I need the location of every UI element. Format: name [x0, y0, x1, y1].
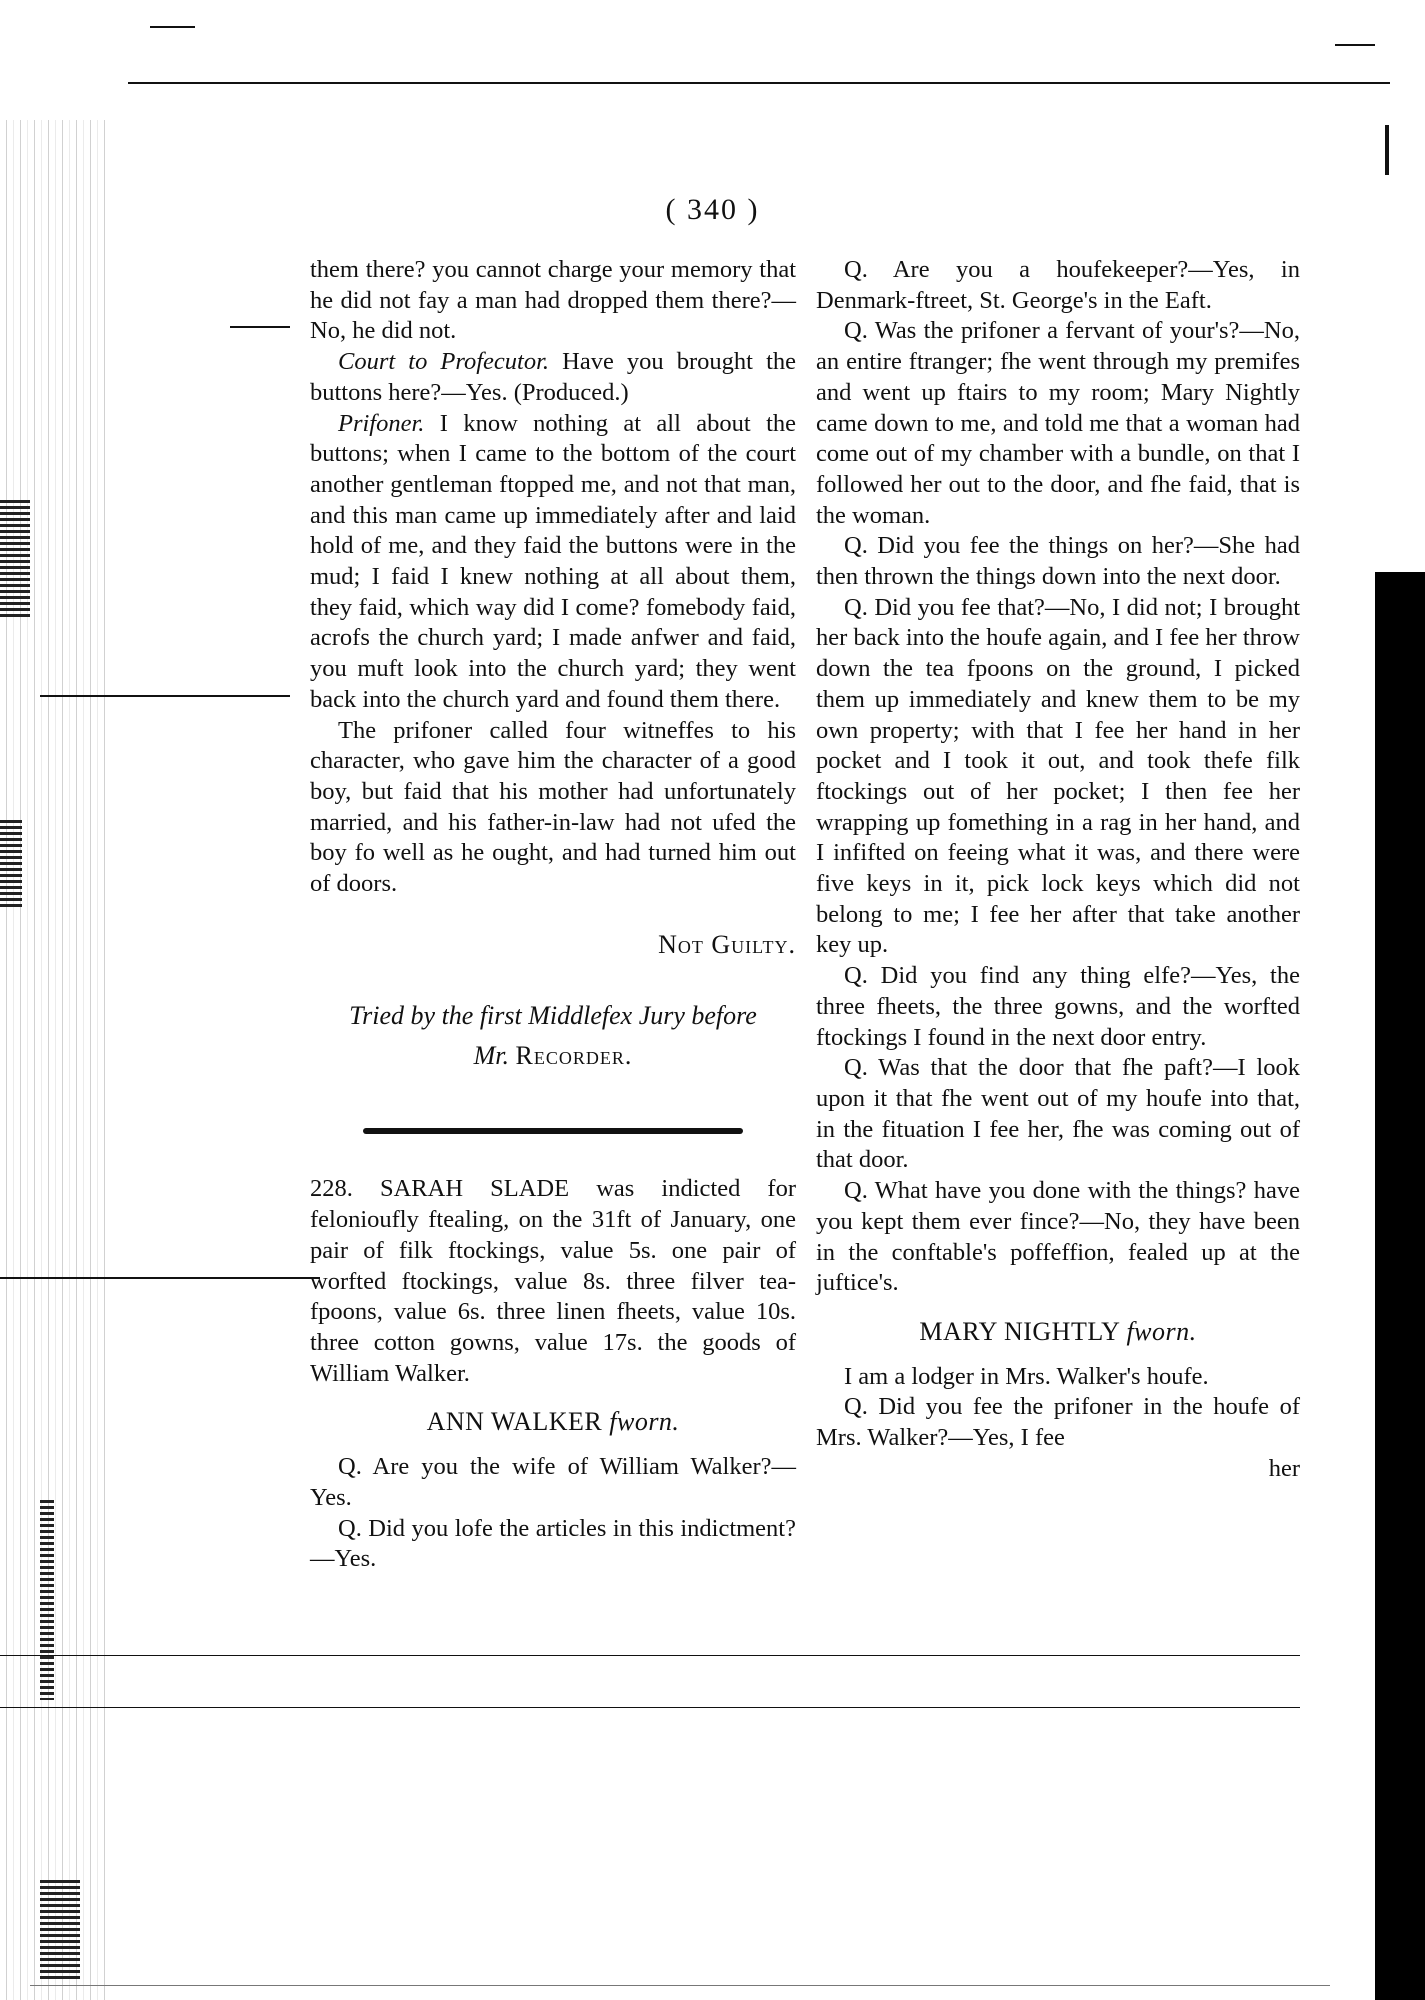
- scan-mark: [0, 1655, 1300, 1656]
- question: Q. Did you fee the prifoner in the houfe of Mrs. Walker?—Yes, I fee: [816, 1393, 1300, 1452]
- scan-mark: [1335, 44, 1375, 46]
- witness-heading: [816, 1317, 1300, 1348]
- scan-mark: [150, 26, 195, 28]
- scan-mark: [230, 326, 290, 328]
- question: Q. Are you a houfekeeper?—Yes, in Denmark-ftreet, St. George's in the Eaft.: [816, 256, 1300, 314]
- tried-recorder: Recorder.: [515, 1041, 633, 1071]
- question: Q. Did you find any thing elfe?—Yes, the three fheets, the three gowns, and the worfted ftockings I found in the next door entry.: [816, 962, 1300, 1051]
- question: Q. Was the prifoner a fervant of your's?—No, an entire ftranger; fhe went through my premifes and went up ftairs to my room; Mary Nightly came down to me, and told me that a woman had come out of my chamber with a bundle, on that I followed her out to the door, and fhe faid, that is the woman.: [816, 317, 1300, 529]
- question: Q. Did you fee that?—No, I did not; I brought her back into the houfe again, and I fee her throw down the tea fpoons on the ground, I picked them up immediately and knew them to be my own property; with that I fee her hand in her pocket and I took it out, and took thefe filk ftockings out of her pocket; I then fee her wrapping up fomething in a rag in her hand, and I infifted on feeing what it was, and there were five keys in it, pick lock keys which did not belong to me; I fee her after that take another key up.: [816, 593, 1300, 959]
- page-number: ( 340 ): [665, 193, 760, 226]
- scan-mark: [0, 1707, 1300, 1708]
- case-paragraph: 228. SARAH SLADE was indicted for felonioufly ftealing, on the 31ft of January, one pair of filk ftockings, value 5s. one pair of worfted ftockings, value 8s. three filver tea-fpoons, value 6s. three linen fheets, value 10s. three cotton gowns, value 17s. the goods of William Walker.: [310, 1175, 796, 1387]
- left-column: [310, 255, 796, 1575]
- speaker: Prifoner.: [338, 409, 425, 437]
- scan-edge-mark: [40, 1500, 54, 1700]
- section-divider: [363, 1128, 743, 1134]
- scan-edge-mark: [0, 500, 30, 620]
- scan-edge-mark: [40, 1880, 80, 1980]
- witness-name: MARY NIGHTLY: [919, 1316, 1120, 1346]
- top-scan-rule: [128, 82, 1390, 84]
- scan-edge-artifact: [0, 120, 110, 2000]
- paragraph-text: Have you brought the buttons here?—Yes. (Produced.): [310, 348, 796, 406]
- paragraph: them there? you cannot charge your memory that he did not fay a man had dropped them there?—No, he did not.: [310, 256, 796, 345]
- verdict: Not Guilty.: [658, 929, 796, 959]
- tried-title: Mr.: [473, 1041, 510, 1071]
- tried-line: Tried by the first Middlefex Jury before: [349, 1001, 757, 1031]
- scan-mark: [1385, 125, 1389, 175]
- catchword: her: [1268, 1454, 1300, 1482]
- paragraph: [310, 347, 796, 408]
- question: Q. Was that the door that fhe paft?—I look upon it that fhe went out of my houfe into that, in the fituation I fee her, fhe was coming out of that door.: [816, 1054, 1300, 1174]
- paragraph: [310, 409, 796, 716]
- paragraph: I am a lodger in Mrs. Walker's houfe.: [844, 1362, 1209, 1390]
- scan-mark: [30, 1985, 1330, 1986]
- question: Q. What have you done with the things? have you kept them ever fince?—No, they have been in the conftable's poffeffion, fealed up at the juftice's.: [816, 1177, 1300, 1297]
- paragraph-text: I know nothing at all about the buttons; when I came to the bottom of the court another gentleman ftopped me, and not that man, and this man came up immediately after and laid hold of me, and they faid the buttons were in the mud; I faid I knew nothing at all about them, they faid, which way did I come? fomebody faid, acrofs the church yard; I made anfwer and faid, you muft look into the church yard; they went back into the church yard and found them there.: [310, 409, 796, 713]
- paragraph: The prifoner called four witneffes to his character, who gave him the character of a good boy, but faid that his mother had unfortunately married, and his father-in-law had not ufed the boy fo well as he ought, and had turned him out of doors.: [310, 716, 796, 898]
- scan-mark: [40, 695, 290, 697]
- scan-edge-shadow: [1375, 572, 1425, 2000]
- right-column: [816, 255, 1300, 1484]
- witness-sworn: fworn.: [609, 1407, 680, 1437]
- scan-mark: [0, 1277, 320, 1279]
- scan-edge-mark: [0, 820, 22, 910]
- tried-note: [310, 996, 796, 1076]
- question: Q. Are you the wife of William Walker?—Yes.: [310, 1453, 796, 1511]
- question: Q. Did you lofe the articles in this indictment?—Yes.: [310, 1514, 796, 1573]
- speaker: Court to Profecutor.: [338, 348, 550, 376]
- witness-name: ANN WALKER: [426, 1407, 603, 1437]
- witness-sworn: fworn.: [1126, 1316, 1197, 1346]
- question: Q. Did you fee the things on her?—She had then thrown the things down into the next door.: [816, 532, 1300, 591]
- witness-heading: [310, 1407, 796, 1438]
